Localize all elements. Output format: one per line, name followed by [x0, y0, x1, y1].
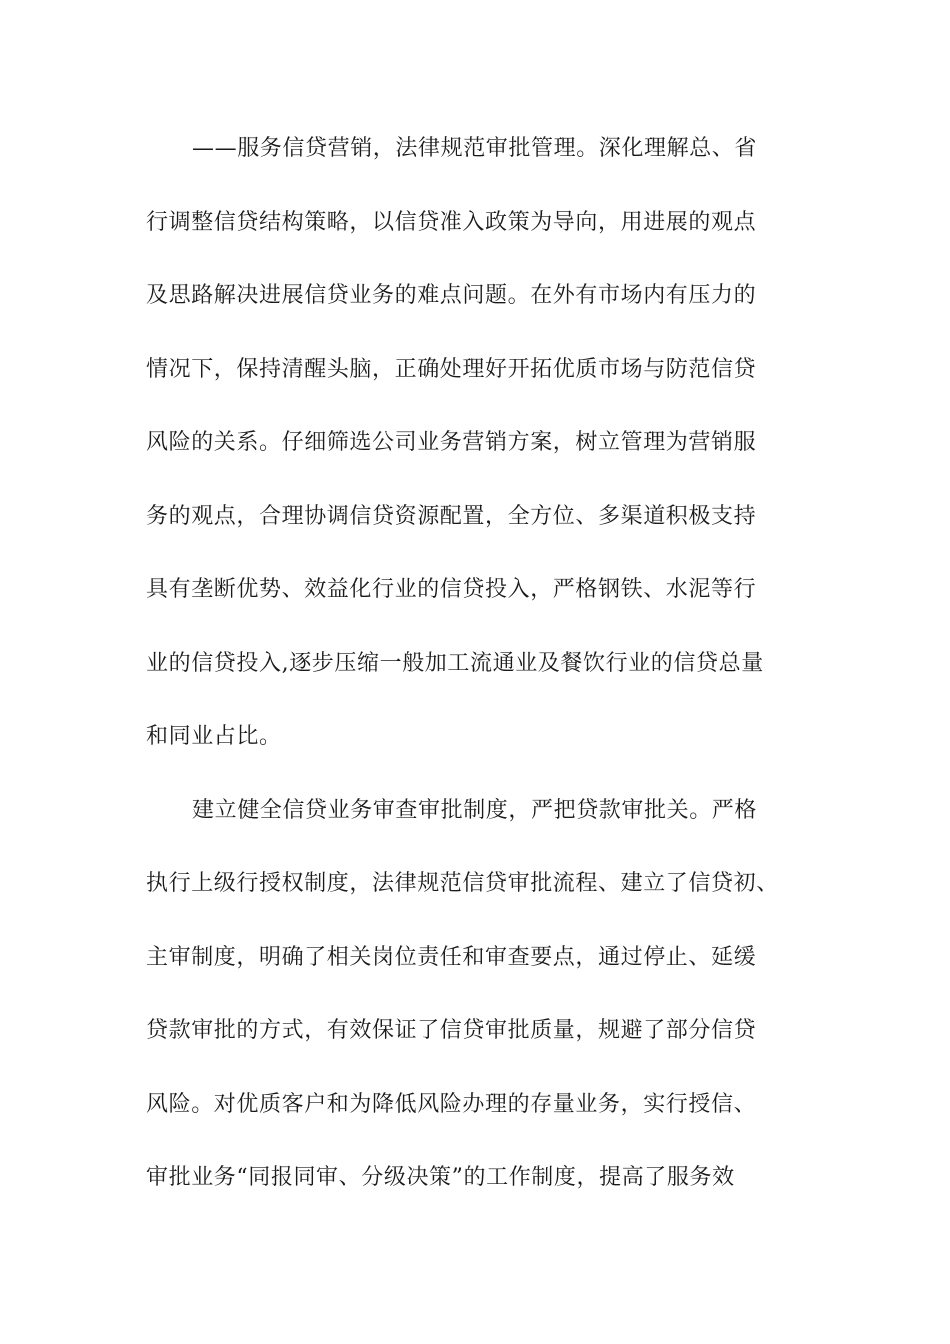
paragraph-line: 风险。对优质客户和为降低风险办理的存量业务，实行授信、 — [146, 1091, 757, 1117]
document-body — [146, 112, 826, 1215]
paragraph-line: 主审制度，明确了相关岗位责任和审查要点，通过停止、延缓 — [146, 944, 757, 970]
paragraph-line: 风险的关系。仔细筛选公司业务营销方案，树立管理为营销服 — [146, 430, 757, 455]
paragraph-line: 务的观点，合理协调信贷资源配置，全方位、多渠道积极支持 — [146, 503, 757, 529]
paragraph-line: 及思路解决进展信贷业务的难点问题。在外有市场内有压力的 — [146, 283, 757, 308]
paragraph-line: 行调整信贷结构策略，以信贷准入政策为导向，用进展的观点 — [146, 209, 757, 235]
paragraph-2 — [146, 774, 826, 1215]
paragraph-line: 情况下，保持清醒头脑，正确处理好开拓优质市场与防范信贷 — [146, 356, 757, 382]
paragraph-line: 建立健全信贷业务审查审批制度，严把贷款审批关。严格 — [192, 797, 758, 823]
paragraph-line: 具有垄断优势、效益化行业的信贷投入，严格钢铁、水泥等行 — [146, 577, 757, 602]
paragraph-line: 和同业占比。 — [146, 724, 282, 749]
paragraph-1 — [146, 112, 826, 774]
paragraph-line: ——服务信贷营销，法律规范审批管理。深化理解总、省 — [192, 136, 758, 161]
paragraph-line: 审批业务“同报同审、分级决策”的工作制度，提高了服务效 — [146, 1165, 735, 1190]
paragraph-line: 执行上级行授权制度，法律规范信贷审批流程、建立了信贷初、 — [146, 871, 779, 896]
paragraph-line: 贷款审批的方式，有效保证了信贷审批质量，规避了部分信贷 — [146, 1018, 757, 1043]
paragraph-line: 业的信贷投入,逐步压缩一般加工流通业及餐饮行业的信贷总量 — [146, 650, 764, 676]
